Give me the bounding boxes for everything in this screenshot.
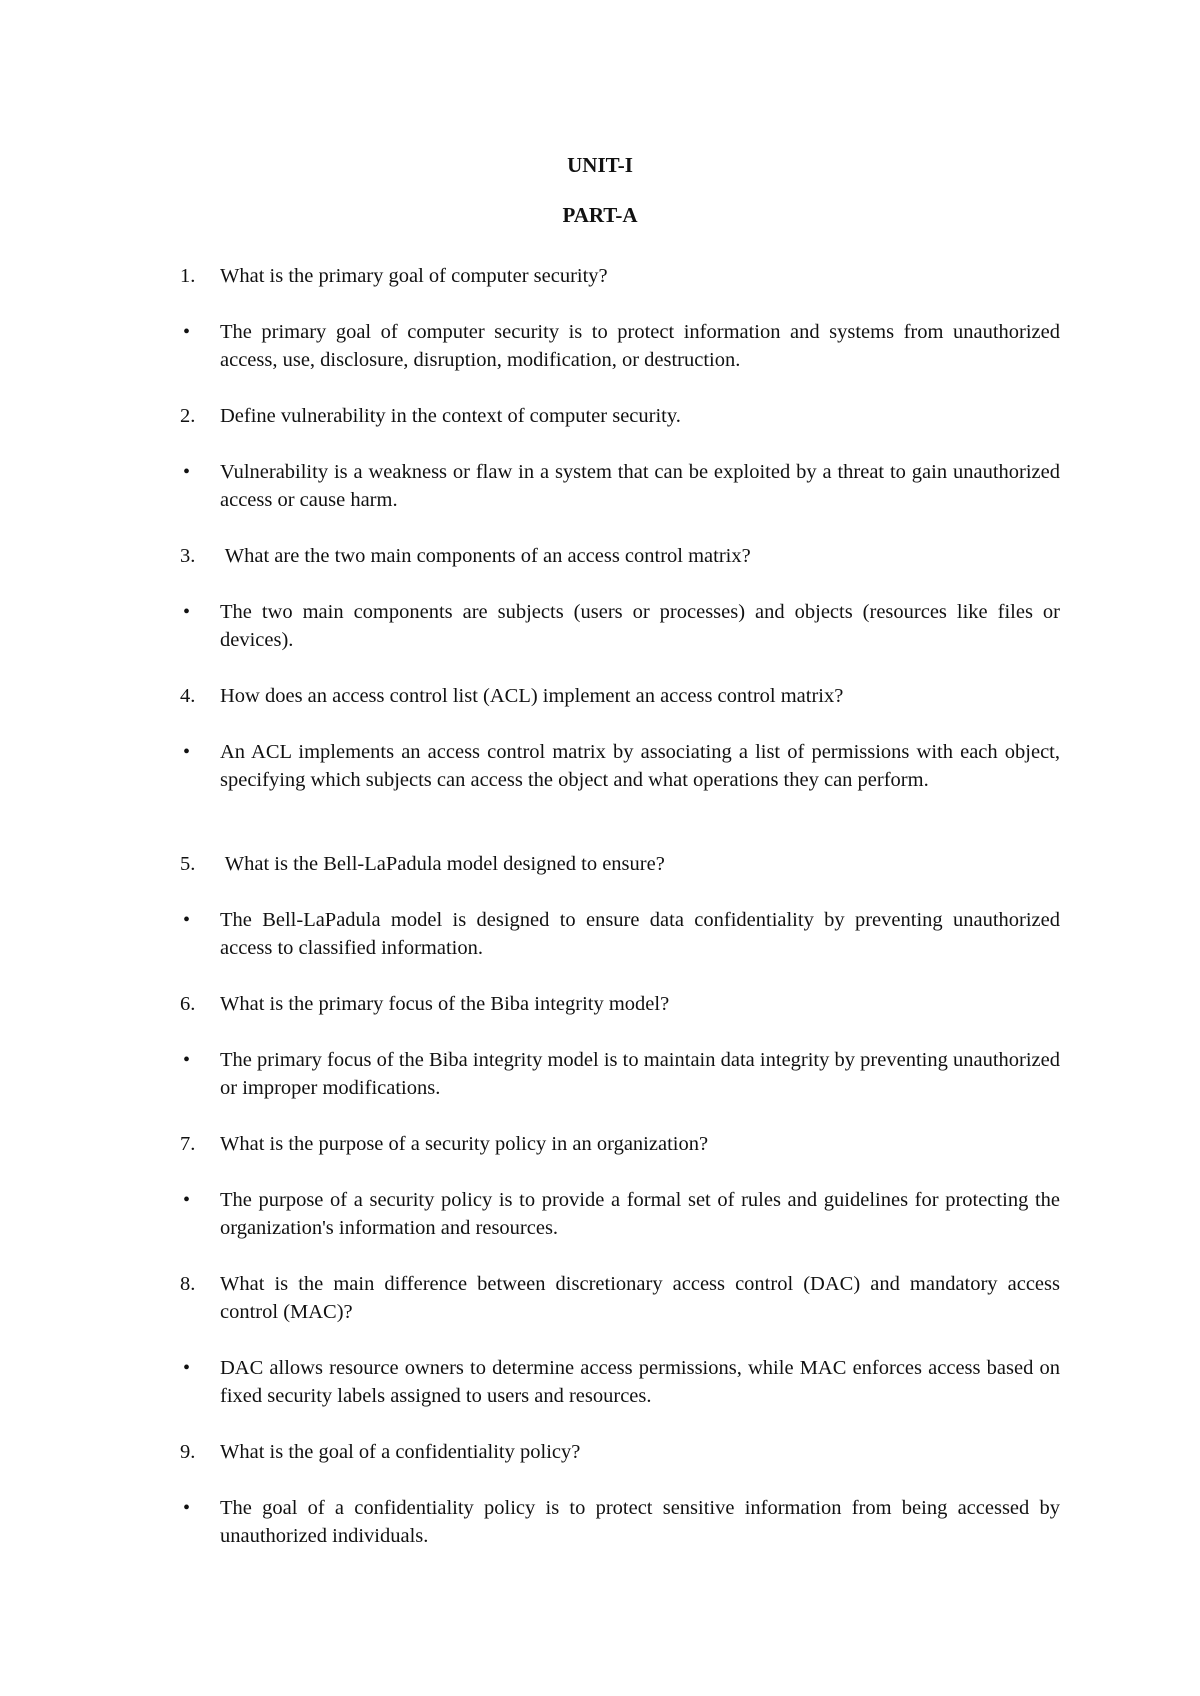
question-text: How does an access control list (ACL) implement an access control matrix? [220, 685, 844, 707]
answer-3 [180, 598, 1060, 654]
question-8 [180, 1270, 1060, 1326]
question-1 [180, 262, 1060, 290]
question-5 [180, 850, 1060, 878]
answer-text: An ACL implements an access control matrix by associating a list of permissions with each object, specifying which subjects can access the object and what operations they can perform. [220, 741, 1060, 791]
bullet-icon: • [183, 321, 191, 343]
question-number: 7. [180, 1133, 196, 1155]
answer-text: Vulnerability is a weakness or flaw in a system that can be exploited by a threat to gain unauthorized access or cause harm. [220, 461, 1060, 511]
answer-4 [180, 738, 1060, 794]
answer-9 [180, 1494, 1060, 1550]
question-text: What is the primary goal of computer security? [220, 265, 608, 287]
question-number: 6. [180, 993, 196, 1015]
question-number: 9. [180, 1441, 196, 1463]
question-text: What is the Bell-LaPadula model designed to ensure? [220, 853, 665, 875]
answer-text: The primary goal of computer security is to protect information and systems from unauthorized access, use, disclosure, disruption, modification, or destruction. [220, 321, 1060, 371]
answer-7 [180, 1186, 1060, 1242]
question-number: 2. [180, 405, 196, 427]
part-heading: PART-A [562, 203, 638, 227]
question-number: 1. [180, 265, 196, 287]
question-2 [180, 402, 1060, 430]
bullet-icon: • [183, 741, 191, 763]
answer-8 [180, 1354, 1060, 1410]
answer-text: The primary focus of the Biba integrity model is to maintain data integrity by preventing unauthorized or improper modifications. [220, 1049, 1060, 1099]
bullet-icon: • [183, 1357, 191, 1379]
question-number: 8. [180, 1273, 196, 1295]
answer-6 [180, 1046, 1060, 1102]
question-number: 3. [180, 545, 196, 567]
question-6 [180, 990, 1060, 1018]
question-number: 5. [180, 853, 196, 875]
bullet-icon: • [183, 1049, 191, 1071]
answer-5 [180, 906, 1060, 962]
answer-1 [180, 318, 1060, 374]
unit-heading: UNIT-I [567, 153, 633, 177]
answer-text: The two main components are subjects (users or processes) and objects (resources like files or devices). [220, 601, 1060, 651]
question-number: 4. [180, 685, 196, 707]
question-text: What is the main difference between discretionary access control (DAC) and mandatory access control (MAC)? [220, 1273, 1060, 1323]
question-9 [180, 1438, 1060, 1466]
question-text: Define vulnerability in the context of computer security. [220, 405, 681, 427]
answer-text: The goal of a confidentiality policy is to protect sensitive information from being accessed by unauthorized individuals. [220, 1497, 1060, 1547]
question-7 [180, 1130, 1060, 1158]
answer-2 [180, 458, 1060, 514]
answer-text: The Bell-LaPadula model is designed to ensure data confidentiality by preventing unauthorized access to classified information. [220, 909, 1060, 959]
question-3 [180, 542, 1060, 570]
bullet-icon: • [183, 1189, 191, 1211]
question-text: What are the two main components of an access control matrix? [220, 545, 751, 567]
answer-text: The purpose of a security policy is to provide a formal set of rules and guidelines for protecting the organization's information and resources. [220, 1189, 1060, 1239]
question-text: What is the primary focus of the Biba integrity model? [220, 993, 670, 1015]
question-text: What is the purpose of a security policy in an organization? [220, 1133, 709, 1155]
question-text: What is the goal of a confidentiality policy? [220, 1441, 581, 1463]
answer-text: DAC allows resource owners to determine access permissions, while MAC enforces access based on fixed security labels assigned to users and resources. [220, 1357, 1060, 1407]
bullet-icon: • [183, 601, 191, 623]
bullet-icon: • [183, 909, 191, 931]
bullet-icon: • [183, 1497, 191, 1519]
bullet-icon: • [183, 461, 191, 483]
question-4 [180, 682, 1060, 710]
